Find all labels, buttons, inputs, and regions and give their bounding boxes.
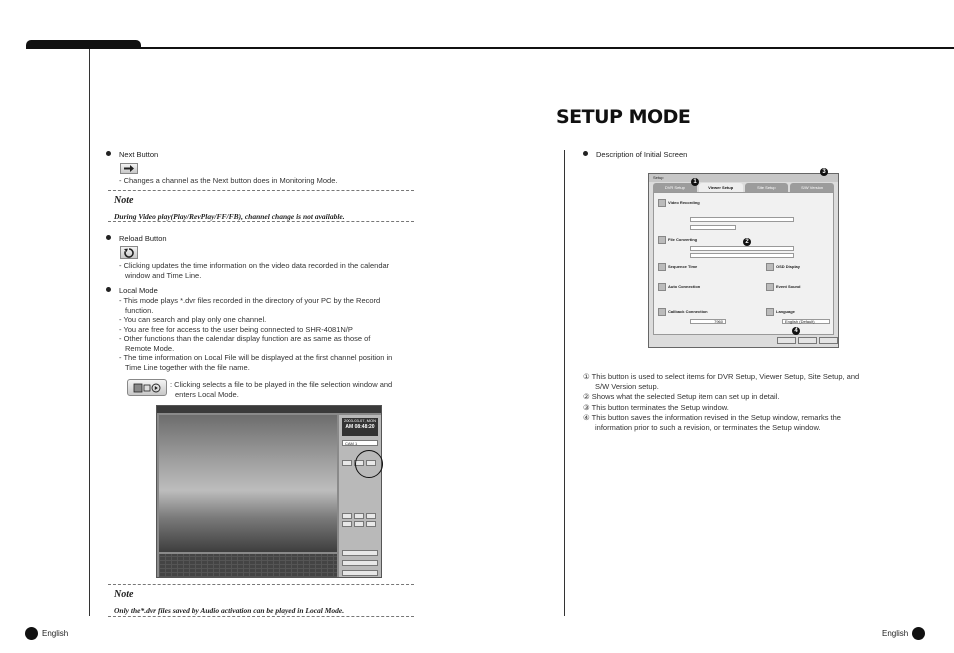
dvr-play-controls bbox=[342, 570, 378, 576]
dvr-button bbox=[366, 521, 376, 527]
marker-4: 4 bbox=[792, 327, 800, 335]
setup-section-icon bbox=[658, 199, 666, 207]
local-mode-button-icon bbox=[127, 379, 167, 396]
setup-apply-button bbox=[798, 337, 817, 344]
setup-section-icon bbox=[766, 308, 774, 316]
setup-window-title: Setup bbox=[649, 174, 838, 182]
reference-list: ① This button is used to select items for DVR Setup, Viewer Setup, Site Setup, and S/W Version setup. ② Shows what the selected Setup item can set up in detail. ③ This button terminates the Setup window. ④ This button saves the information revised in the Setup window, remarks the information prior to such a revision, or terminates the Setup window. bbox=[583, 372, 860, 433]
note-text: Only the*.dvr files saved by Audio activation can be played in Local Mode. bbox=[114, 606, 345, 615]
bullet-icon bbox=[106, 235, 111, 240]
setup-field bbox=[690, 225, 736, 230]
setup-section: Auto Connection bbox=[658, 283, 700, 291]
page-circle-icon bbox=[25, 627, 38, 640]
left-margin-line bbox=[89, 49, 90, 616]
setup-section: File Converting bbox=[658, 236, 697, 244]
reload-button-heading: Reload Button bbox=[106, 234, 167, 243]
setup-section-icon bbox=[658, 236, 666, 244]
setup-section-icon bbox=[658, 308, 666, 316]
setup-section: Video Recording bbox=[658, 199, 700, 207]
note-box-2 bbox=[108, 584, 414, 617]
dvr-title-bar bbox=[157, 406, 381, 413]
setup-field bbox=[690, 246, 794, 251]
setup-cancel-button bbox=[819, 337, 838, 344]
setup-section-icon bbox=[658, 263, 666, 271]
bullet-icon bbox=[583, 151, 588, 156]
setup-field bbox=[690, 253, 794, 258]
dvr-viewer-screenshot bbox=[156, 405, 382, 578]
footer-right: English bbox=[882, 627, 925, 640]
initial-screen-heading: Description of Initial Screen bbox=[583, 150, 687, 159]
dvr-button bbox=[342, 521, 352, 527]
note-title: Note bbox=[114, 195, 134, 206]
note-text: During Video play(Play/RevPlay/FF/FB), channel change is not available. bbox=[114, 212, 345, 221]
header-rule bbox=[26, 47, 954, 49]
tab-sw-version: S/W Version bbox=[790, 183, 834, 192]
dvr-camera-select: CAM 1 bbox=[342, 440, 378, 446]
setup-field bbox=[690, 217, 794, 222]
dvr-clock: 2003-03-07, MON AM 08:48:20 bbox=[342, 418, 378, 436]
setup-section: Callback Connection bbox=[658, 308, 708, 316]
dvr-play-controls bbox=[342, 560, 378, 566]
column-divider bbox=[564, 150, 565, 616]
bullet-icon bbox=[106, 287, 111, 292]
setup-section-icon bbox=[766, 263, 774, 271]
footer-left: English bbox=[25, 627, 68, 640]
dvr-button bbox=[366, 513, 376, 519]
local-mode-button-desc: : Clicking selects a file to be played in the file selection window and enters Local Mode. bbox=[170, 380, 393, 399]
setup-section-icon bbox=[658, 283, 666, 291]
setup-language-field: English (Default) bbox=[782, 319, 830, 324]
marker-3: 3 bbox=[820, 168, 828, 176]
note-title: Note bbox=[114, 589, 134, 600]
setup-tabs bbox=[653, 183, 834, 192]
reload-button-desc: - Clicking updates the time information on the video data recorded in the calendar window and Time Line. bbox=[119, 261, 390, 280]
dvr-video-frame bbox=[159, 415, 337, 552]
tab-viewer-setup: Viewer Setup bbox=[699, 183, 743, 192]
next-button-heading: Next Button bbox=[106, 150, 158, 159]
dvr-button bbox=[342, 513, 352, 519]
setup-section: OSD Display bbox=[766, 263, 800, 271]
dvr-button bbox=[354, 513, 364, 519]
setup-body bbox=[653, 192, 834, 335]
next-arrow-icon bbox=[120, 163, 138, 174]
local-mode-heading: Local Mode bbox=[106, 286, 158, 295]
dvr-button bbox=[342, 460, 352, 466]
setup-section: Sequence Time bbox=[658, 263, 697, 271]
page-circle-icon bbox=[912, 627, 925, 640]
tab-site-setup: Site Setup bbox=[745, 183, 789, 192]
reload-icon bbox=[120, 246, 138, 259]
marker-2: 2 bbox=[743, 238, 751, 246]
bullet-icon bbox=[106, 151, 111, 156]
dvr-timeline bbox=[159, 554, 337, 577]
dvr-control-panel bbox=[339, 415, 381, 577]
setup-section-icon bbox=[766, 283, 774, 291]
dvr-play-controls bbox=[342, 550, 378, 556]
setup-section: Language bbox=[766, 308, 795, 316]
local-mode-desc: - This mode plays *.dvr files recorded in the directory of your PC by the Record function. - You can search and play only one channel. - You are free for access to the user being connected to SHR-4081N/P - Other functions than the calendar display function are as same as those of Remote Mode. - The time information on Local File will be displayed at the first channel position in Time Line together with the file name. bbox=[119, 296, 393, 372]
tab-dvr-setup: DVR Setup bbox=[653, 183, 697, 192]
setup-section: Event Sound bbox=[766, 283, 800, 291]
section-title: SETUP MODE bbox=[556, 106, 691, 128]
setup-port-field: 7960 bbox=[690, 319, 726, 324]
marker-1: 1 bbox=[691, 178, 699, 186]
highlight-circle bbox=[355, 450, 383, 478]
note-box-1 bbox=[108, 190, 414, 222]
dvr-button bbox=[354, 521, 364, 527]
setup-window-screenshot bbox=[648, 173, 839, 348]
setup-ok-button bbox=[777, 337, 796, 344]
next-button-desc: - Changes a channel as the Next button does in Monitoring Mode. bbox=[119, 176, 338, 185]
